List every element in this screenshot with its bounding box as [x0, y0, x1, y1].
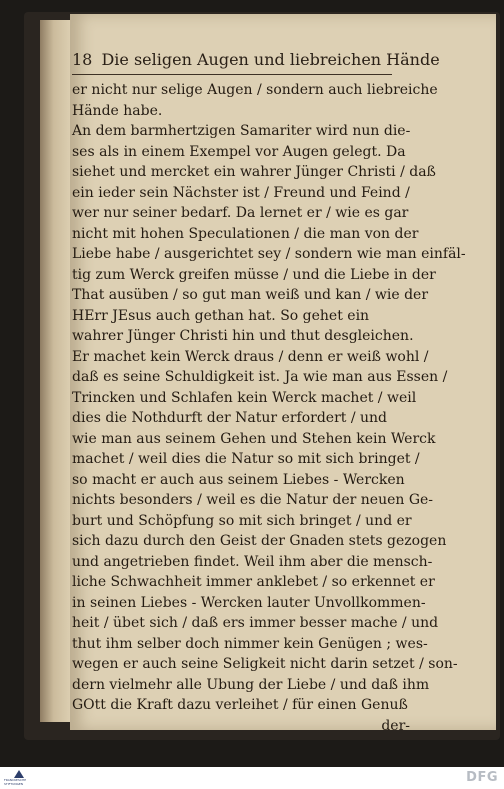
dfg-logo[interactable]: DFG [466, 770, 498, 785]
text-line: An dem barmhertzigen Samariter wird nun die- [72, 123, 411, 139]
text-line: wahrer Jünger Christi hin und thut desgleichen. [72, 328, 414, 344]
text-line: und angetrieben findet. Weil ihm aber die mensch- [72, 553, 433, 570]
text-line: er nicht nur selige Augen / sondern auch liebreiche [72, 82, 438, 98]
text-line: daß es seine Schuldigkeit ist. Ja wie man aus Essen / [72, 369, 448, 385]
text-line: nicht mit hohen Speculationen / die man von der [72, 225, 419, 242]
text-line: Hände habe. [72, 102, 163, 119]
text-line: heit / übet sich / daß ers immer besser mache / und [72, 615, 439, 631]
page-number: 18 [72, 50, 93, 69]
header-rule [72, 74, 392, 75]
text-line: dies die Nothdurft der Natur erfordert / und [72, 410, 388, 426]
text-line: tig zum Werck greifen müsse / und die Liebe in der [72, 266, 436, 283]
text-line: Er machet kein Werck draus / denn er weiß wohl / [72, 348, 429, 365]
text-line: nichts besonders / weil es die Natur der neuen Ge- [72, 492, 434, 508]
running-title: Die seligen Augen und liebreichen Hände [101, 50, 440, 69]
foundation-logo-icon [14, 770, 24, 778]
text-line: ein ieder sein Nächster ist / Freund und Feind / [72, 184, 410, 201]
text-line: dern vielmehr alle Ubung der Liebe / und daß ihm [72, 676, 430, 693]
text-line: wer nur seiner bedarf. Da lernet er / wie es gar [72, 205, 409, 221]
text-line: burt und Schöpfung so mit sich bringet / und er [72, 512, 412, 529]
text-line: Trincken und Schlafen kein Werck machet / weil [72, 389, 417, 406]
text-line: in seinen Liebes - Wercken lauter Unvollkommen- [72, 594, 426, 611]
text-line: siehet und mercket ein wahrer Jünger Christi / daß [72, 164, 436, 180]
text-line: HErr JEsus auch gethan hat. So gehet ein [72, 307, 370, 324]
running-header [72, 50, 440, 69]
text-line: ses als in einem Exempel vor Augen gelegt. Da [72, 143, 406, 160]
text-line: Liebe habe / ausgerichtet sey / sondern wie man einfäl- [72, 246, 466, 262]
body-text [72, 80, 466, 736]
foundation-logo[interactable] [4, 769, 34, 787]
text-line: machet / weil dies die Natur so mit sich bringet / [72, 451, 420, 467]
catchword: der- [381, 717, 410, 734]
text-line: wie man aus seinem Gehen und Stehen kein Werck [72, 430, 436, 447]
page-edges [40, 20, 74, 722]
text-line: so macht er auch aus seinem Liebes - Wercken [72, 471, 405, 488]
text-line: That ausüben / so gut man weiß und kan / wie der [72, 287, 429, 303]
text-line: liche Schwachheit immer anklebet / so erkennet er [72, 574, 435, 590]
text-line: GOtt die Kraft dazu verleihet / für einen Genuß [72, 697, 408, 713]
text-line: sich dazu durch den Geist der Gnaden stets gezogen [72, 533, 447, 549]
text-line: wegen er auch seine Seligkeit nicht darin setzet / son- [72, 656, 458, 672]
text-line: thut ihm selber doch nimmer kein Genügen ; wes- [72, 635, 428, 652]
foundation-logo-caption: FRANCKESCHE STIFTUNGEN [4, 778, 27, 786]
viewer-footer [0, 767, 504, 789]
